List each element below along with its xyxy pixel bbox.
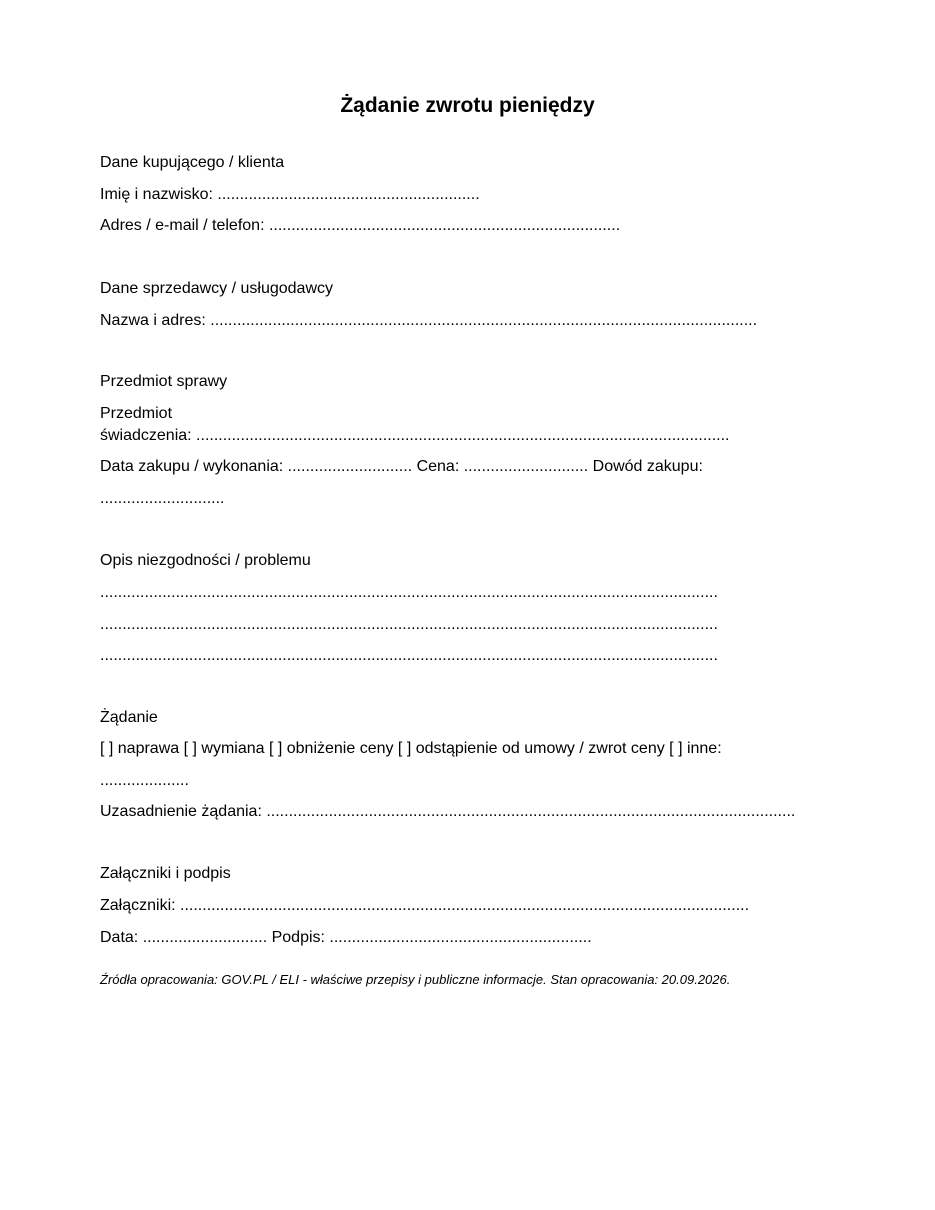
issue-heading: Opis niezgodności / problemu <box>100 552 311 569</box>
signature-line: Data: ............................ Podpis: ........................................................... <box>100 929 592 946</box>
subject-item-line-2: świadczenia: ........................................................................................................................ <box>100 427 730 444</box>
demand-options-line: [ ] naprawa [ ] wymiana [ ] obniżenie ceny [ ] odstąpienie od umowy / zwrot ceny [ ] inne: <box>100 740 722 757</box>
buyer-contact-line: Adres / e-mail / telefon: ............................................................................... <box>100 217 621 234</box>
subject-item-line-1: Przedmiot <box>100 405 173 422</box>
buyer-name-line: Imię i nazwisko: ........................................................... <box>100 186 480 203</box>
subject-proof-line: ............................ <box>100 490 225 507</box>
buyer-heading: Dane kupującego / klienta <box>100 154 285 171</box>
document-title: Żądanie zwrotu pieniędzy <box>340 94 595 117</box>
attachments-line: Załączniki: ................................................................................................................................ <box>100 897 750 914</box>
subject-heading: Przedmiot sprawy <box>100 373 228 390</box>
demand-heading: Żądanie <box>100 709 158 726</box>
demand-justification-line: Uzasadnienie żądania: ....................................................................................................................... <box>100 803 796 820</box>
demand-other-line: .................... <box>100 772 189 789</box>
subject-purchase-line: Data zakupu / wykonania: ............................ Cena: ............................ Dowód zakupu: <box>100 458 703 475</box>
seller-address-line: Nazwa i adres: ........................................................................................................................... <box>100 312 758 329</box>
issue-line: ........................................................................................................................................... <box>100 584 718 601</box>
issue-line: ........................................................................................................................................... <box>100 647 718 664</box>
sources-footer: Źródła opracowania: GOV.PL / ELI - właściwe przepisy i publiczne informacje. Stan opracowania: 20.09.2026. <box>100 972 731 987</box>
seller-heading: Dane sprzedawcy / usługodawcy <box>100 280 334 297</box>
issue-line: ........................................................................................................................................... <box>100 616 718 633</box>
attachments-heading: Załączniki i podpis <box>100 865 231 882</box>
